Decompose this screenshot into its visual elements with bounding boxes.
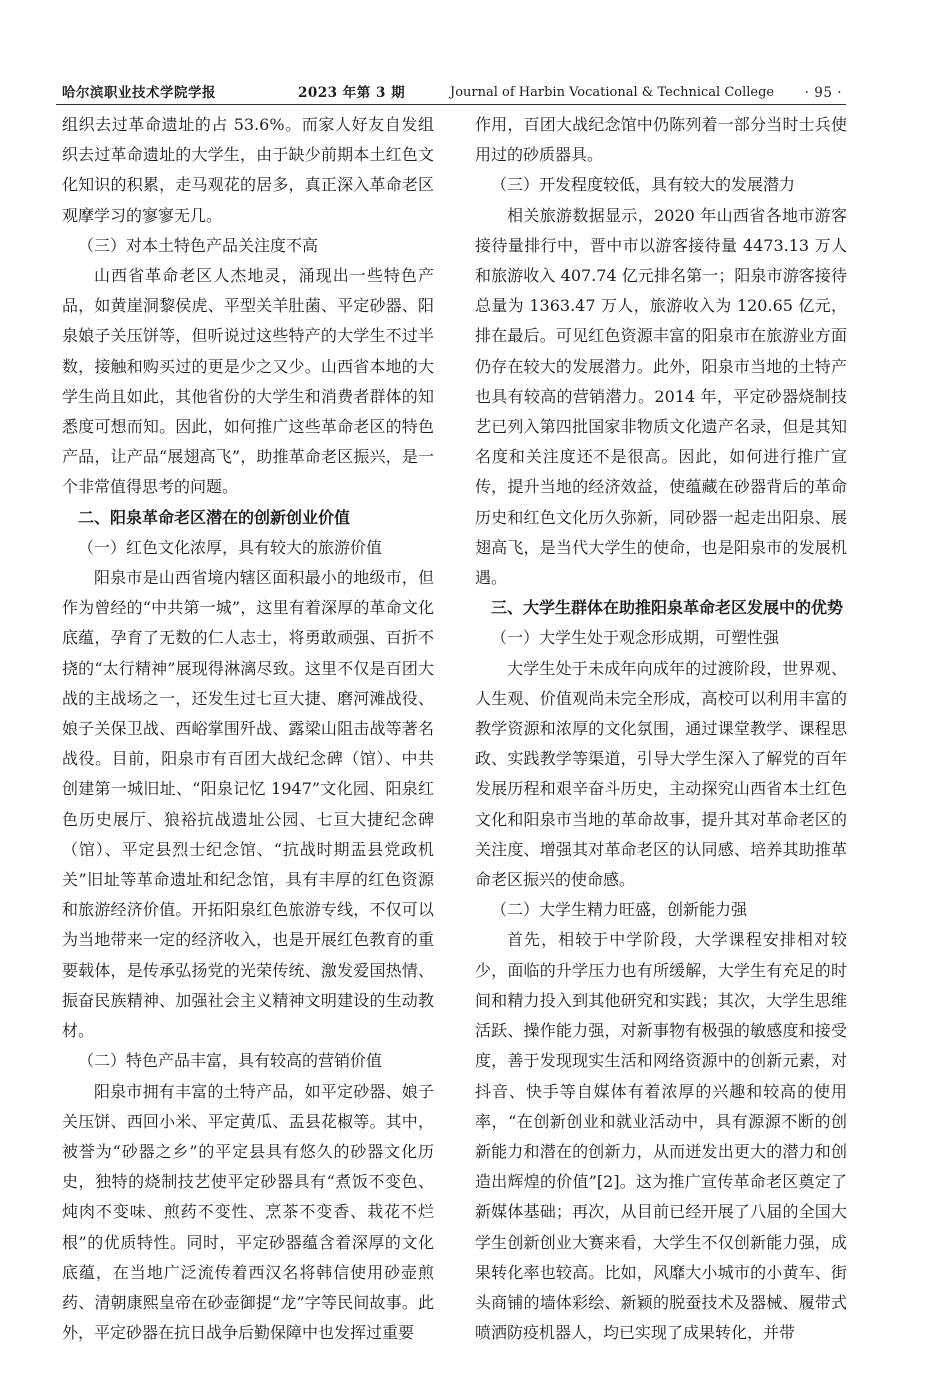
- section-heading: 三、大学生群体在助推阳泉革命老区发展中的优势: [491, 598, 844, 618]
- paragraph: 山西省革命老区人杰地灵，涌现出一些特色产品，如黄崖洞黎侯虎、平型关羊肚菌、平定砂器、阳泉娘子关压饼等，但听说过这些特产的大学生不过半数，接触和购买过的更是少之又少。山西省本地的大学生尚且如此，其他省份的大学生和消费者群体的知悉度可想而知。因此，如何推广这些革命老区的特色产品，让产品“展翅高飞”，助推革命老区振兴，是一个非常值得思考的问题。: [62, 266, 434, 497]
- paragraph: 组织去过革命遗址的占 53.6%。而家人好友自发组织去过革命遗址的大学生，由于缺少前期本土红色文化知识的积累，走马观花的居多，真正深入革命老区观摩学习的寥寥无几。: [62, 115, 434, 225]
- subsection-heading: （二）特色产品丰富，具有较高的营销价值: [78, 1051, 383, 1071]
- running-header: [62, 82, 842, 104]
- header-rule: [56, 104, 846, 105]
- issue-label: 2023 年第 3 期: [298, 85, 406, 101]
- paragraph: 大学生处于未成年向成年的过渡阶段，世界观、人生观、价值观尚未完全形成，高校可以利用丰富的教学资源和浓厚的文化氛围，通过课堂教学、课程思政、实践教学等渠道，引导大学生深入了解党的百年发展历程和艰辛奋斗历史，主动探究山西省本土红色文化和阳泉市当地的革命故事，提升其对革命老区的关注度、增强其对革命老区的认同感、培养其助推革命老区振兴的使命感。: [475, 658, 847, 890]
- paragraph: 阳泉市是山西省境内辖区面积最小的地级市，但作为曾经的“中共第一城”，这里有着深厚的革命文化底蕴，孕育了无数的仁人志士，将勇敢顽强、百折不挠的“太行精神”展现得淋漓尽致。这里不仅是百团大战的主战场之一，还发生过七亘大捷、磨河滩战役、娘子关保卫战、西峪掌围歼战、露梁山阻击战等著名战役。目前，阳泉市有百团大战纪念碑（馆）、中共创建第一城旧址、“阳泉记忆 1947”文化园、阳泉红色历史展厅、狼裕抗战遗址公园、七亘大捷纪念碑（馆）、平定县烈士纪念馆、“抗战时期盂县党政机关”旧址等革命遗址和纪念馆，具有丰厚的红色资源和旅游经济价值。开拓阳泉红色旅游专线，不仅可以为当地带来一定的经济收入，也是开展红色教育的重要载体，是传承弘扬党的光荣传统、激发爱国热情、振奋民族精神、加强社会主义精神文明建设的生动教材。: [62, 568, 434, 1041]
- subsection-heading: （一）大学生处于观念形成期，可塑性强: [491, 628, 780, 648]
- subsection-heading: （二）大学生精力旺盛，创新能力强: [491, 900, 748, 920]
- section-heading: 二、阳泉革命老区潜在的创新创业价值: [78, 507, 351, 527]
- left-column: [62, 110, 434, 1350]
- subsection-heading: （一）红色文化浓厚，具有较大的旅游价值: [78, 537, 383, 557]
- subsection-heading: （三）对本土特色产品关注度不高: [78, 235, 319, 255]
- paragraph: 作用，百团大战纪念馆中仍陈列着一部分当时士兵使用过的砂质器具。: [475, 115, 847, 165]
- right-column: [475, 110, 847, 1350]
- paragraph: 阳泉市拥有丰富的土特产品，如平定砂器、娘子关压饼、西回小米、平定黄瓜、盂县花椒等。其中，被誉为“砂器之乡”的平定县具有悠久的砂器文化历史，独特的烧制技艺使平定砂器具有“煮饭不变色、炖肉不变味、煎药不变性、烹茶不变香、栽花不烂根”的优质特性。同时，平定砂器蕴含着深厚的文化底蕴，在当地广泛流传着西汉名将韩信使用砂壶煎药、清朝康熙皇帝在砂壶御提“龙”字等民间故事。此外，平定砂器在抗日战争后勤保障中也发挥过重要: [62, 1081, 434, 1343]
- page-number: · 95 ·: [804, 85, 842, 101]
- journal-title-english: Journal of Harbin Vocational & Technical College: [450, 85, 775, 100]
- subsection-heading: （三）开发程度较低，具有较大的发展潜力: [491, 175, 796, 195]
- journal-title: 哈尔滨职业技术学院学报: [62, 85, 216, 101]
- paragraph: 相关旅游数据显示，2020 年山西省各地市游客接待量排行中，晋中市以游客接待量 4473.13 万人和旅游收入 407.74 亿元排名第一；阳泉市游客接待总量为 1363.47 万人，旅游收入为 120.65 亿元，排在最后。可见红色资源丰富的阳泉市在旅游业方面仍存在较大的发展潜力。此外，阳泉市当地的土特产也具有较高的营销潜力。2014 年，平定砂器烧制技艺已列入第四批国家非物质文化遗产名录，但是其知名度和关注度还不是很高。因此，如何进行推广宣传，提升当地的经济效益，使蕴藏在砂器背后的革命历史和红色文化历久弥新，同砂器一起走出阳泉、展翅高飞，是当代大学生的使命，也是阳泉市的发展机遇。: [475, 205, 847, 588]
- paragraph: 首先，相较于中学阶段，大学课程安排相对较少，面临的升学压力也有所缓解，大学生有充足的时间和精力投入到其他研究和实践；其次，大学生思维活跃、操作能力强，对新事物有极强的敏感度和接受度，善于发现现实生活和网络资源中的创新元素，对抖音、快手等自媒体有着浓厚的兴趣和较高的使用率，“在创新创业和就业活动中，具有源源不断的创新能力和潜在的创新力，从而迸发出更大的潜力和创造出辉煌的价值”[2]。这为推广宣传革命老区奠定了新媒体基础；再次，从目前已经开展了八届的全国大学生创新创业大赛来看，大学生不仅创新能力强，成果转化率也较高。比如，风靡大小城市的小黄车、街头商铺的墙体彩绘、新颖的脱蚕技术及器械、履带式喷洒防疫机器人，均已实现了成果转化，并带: [475, 930, 847, 1343]
